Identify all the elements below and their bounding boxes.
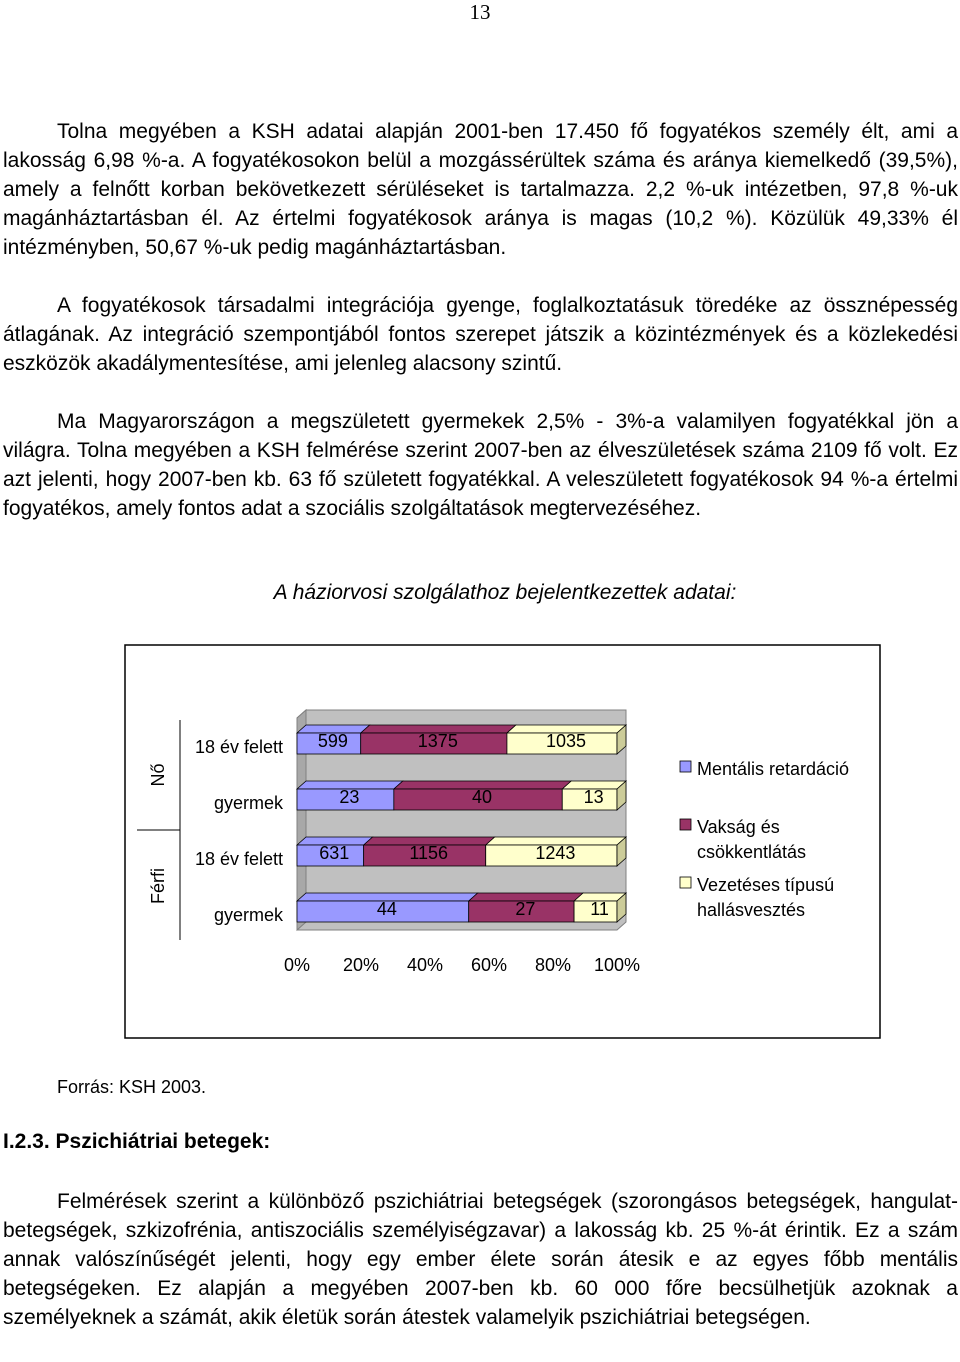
paragraph-1: Tolna megyében a KSH adatai alapján 2001-ben 17.450 fő fogyatékos személy élt, ami a lakosság 6,98 %-a. A fogyatékosokon belül a mozgássérültek száma és aránya kiemelkedő (39,5%), amely a felnőtt korban bekövetkezett sérüléseket is tartalmazza. 2,2 %-uk intézetben, 97,8 %-uk magánháztartásban él. Az értelmi fogyatékosok aránya is magas (10,2 %). Közülük 49,33% él intézményben, 50,67 %-uk pedig magánháztartásban. xyxy=(3,120,958,259)
group-label: Nő xyxy=(148,763,168,787)
x-tick-label: 0% xyxy=(283,955,311,975)
category-label: 18 év felett xyxy=(194,737,283,757)
data-label: 23 xyxy=(339,787,360,807)
legend-label: csökkentlátás xyxy=(697,842,807,862)
legend-label: Mentális retardáció xyxy=(697,759,850,779)
legend-swatch xyxy=(680,819,691,830)
data-label: 40 xyxy=(472,787,493,807)
x-tick-label: 20% xyxy=(342,955,380,975)
group-label: Férfi xyxy=(148,868,168,904)
category-label: gyermek xyxy=(213,905,283,925)
x-tick-label: 80% xyxy=(534,955,572,975)
page-number: 13 xyxy=(469,0,491,24)
data-label: 631 xyxy=(319,843,350,863)
legend-label: Vakság és xyxy=(697,817,780,837)
legend-label: hallásvesztés xyxy=(697,900,806,920)
data-label: 1243 xyxy=(535,843,576,863)
x-tick-label: 40% xyxy=(406,955,444,975)
data-label: 27 xyxy=(515,899,536,919)
legend-swatch xyxy=(680,877,691,888)
section-heading: I.2.3. Pszichiátriai betegek: xyxy=(3,1130,271,1153)
paragraph-2: A fogyatékosok társadalmi integrációja gyenge, foglalkoztatásuk töredéke az össznépesség átlagának. Az integráció szempontjából fontos szerepet játszik a közintézmények és a közlekedési eszközök akadálymentesítése, ami jelenleg alacsony szintű. xyxy=(3,294,958,375)
data-label: 13 xyxy=(583,787,604,807)
legend-label: Vezetéses típusú xyxy=(697,875,835,895)
x-tick-label: 100% xyxy=(593,955,641,975)
data-label: 599 xyxy=(317,731,348,751)
data-label: 44 xyxy=(376,899,397,919)
chart-caption: A háziorvosi szolgálathoz bejelentkezettek adatai: xyxy=(273,581,737,604)
chart-source: Forrás: KSH 2003. xyxy=(57,1077,207,1097)
section-paragraph: Felmérések szerint a különböző pszichiátriai betegségek (szorongásos betegségek, hangulat-betegségek, szkizofrénia, antiszociális személyiségzavar) a lakosság kb. 25 %-át érintik. Ez a szám annak valószínűségét jelenti, hogy egy ember élete során átesik e az egyes főbb mentális betegségeken. Ez alapján a megyében 2007-ben kb. 60 000 főre becsülhetjük azoknak a személyeknek a számát, akik életük során átestek valamelyik pszichiátriai betegségen. xyxy=(3,1190,958,1329)
data-label: 1035 xyxy=(545,731,586,751)
category-label: 18 év felett xyxy=(194,849,283,869)
legend-swatch xyxy=(680,761,691,772)
data-label: 11 xyxy=(590,899,609,919)
category-label: gyermek xyxy=(213,793,283,813)
data-label: 1156 xyxy=(409,843,449,863)
data-label: 1375 xyxy=(417,731,458,751)
x-tick-label: 60% xyxy=(470,955,508,975)
paragraph-3: Ma Magyarországon a megszületett gyermekek 2,5% - 3%-a valamilyen fogyatékkal jön a világra. Tolna megyében a KSH felmérése szerint 2007-ben az élveszületések száma 2109 fő volt. Ez azt jelenti, hogy 2007-ben kb. 63 fő született fogyatékkal. A veleszületett fogyatékosok 94 %-a értelmi fogyatékos, amely fontos adat a szociális szolgáltatások megtervezéséhez. xyxy=(3,410,958,520)
